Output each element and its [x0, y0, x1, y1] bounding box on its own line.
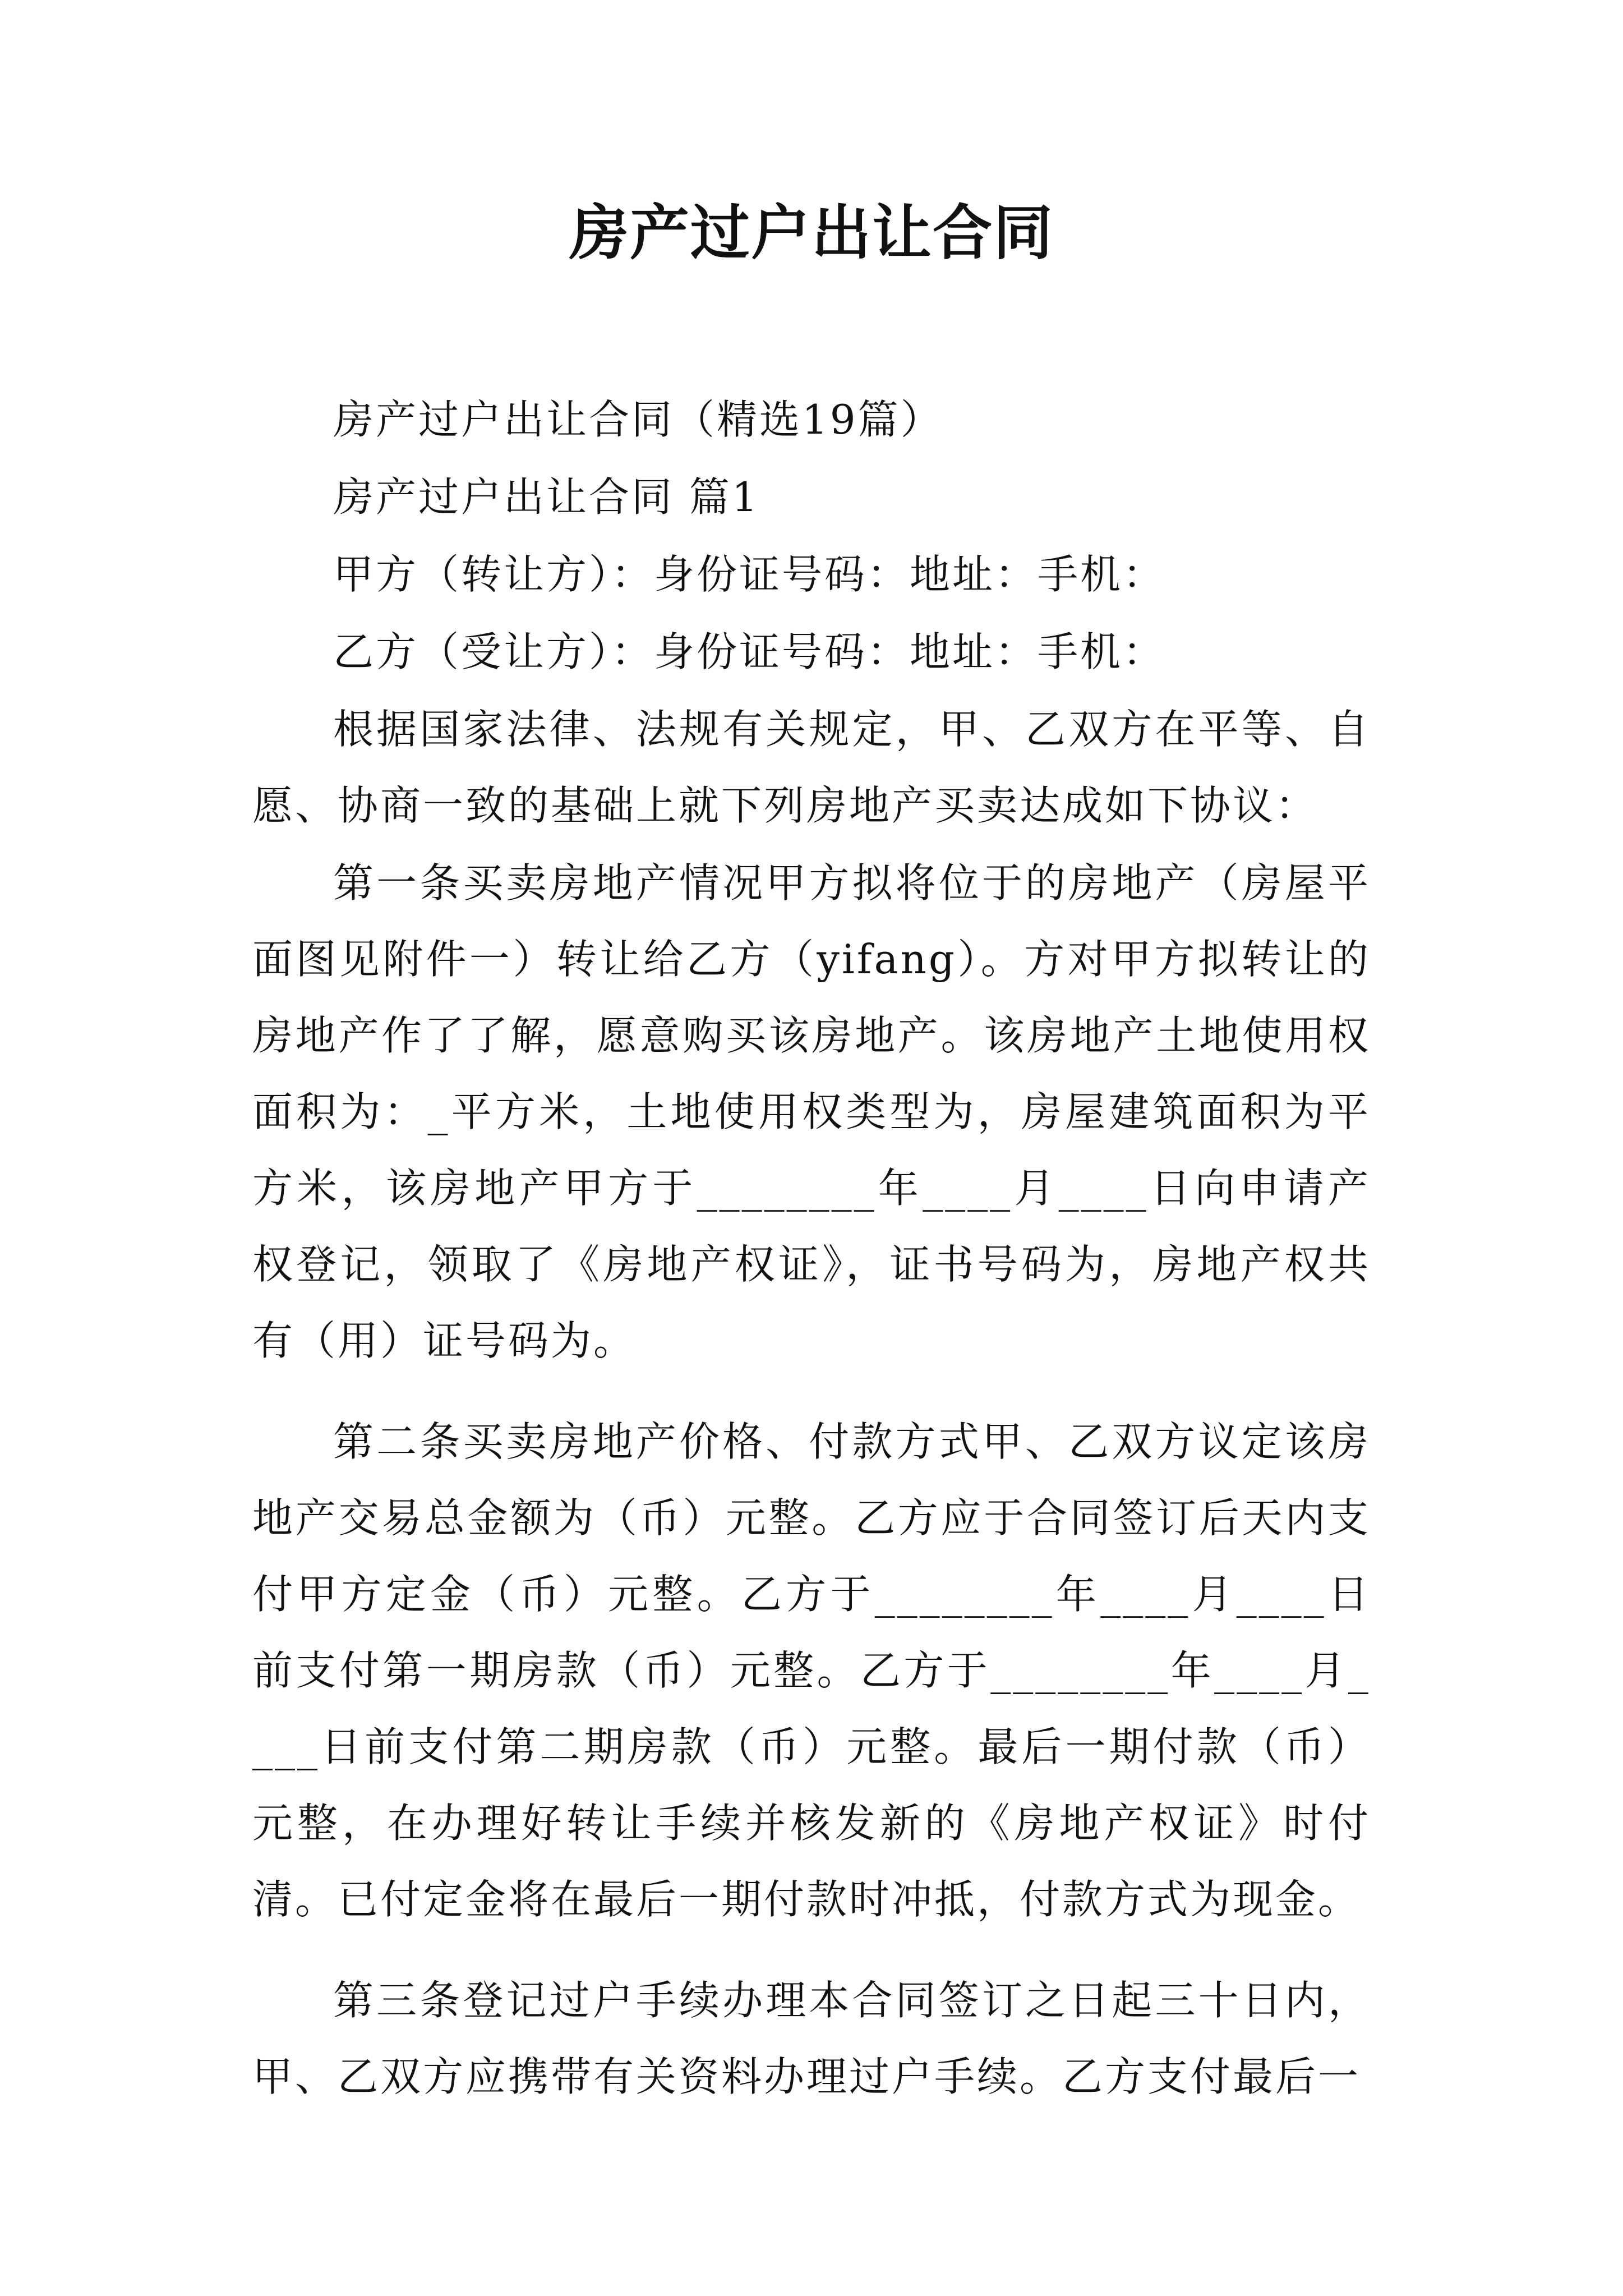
document-title: 房产过户出让合同	[569, 197, 1054, 268]
party-b-line: 乙方（受让方）：身份证号码：地址：手机：	[333, 628, 1166, 675]
article-2-paragraph: 第二条买卖房地产价格、付款方式甲、乙双方议定该房地产交易总金额为（币）元整。乙方应于合同签订后天内支付甲方定金（币）元整。乙方于________年____月____日前支付第一期房款（币）元整。乙方于________年____月____日前支付第二期房款（币）元整。最后一期付款（币）元整，在办理好转让手续并核发新的《房地产权证》时付清。已付定金将在最后一期付款时冲抵，付款方式为现金。	[252, 1418, 1371, 1923]
document-subtitle: 房产过户出让合同（精选19篇）	[333, 396, 943, 443]
document-body	[252, 381, 1371, 2115]
preamble-paragraph: 根据国家法律、法规有关规定，甲、乙双方在平等、自愿、协商一致的基础上就下列房地产买卖达成如下协议：	[252, 706, 1371, 829]
section-heading: 房产过户出让合同 篇1	[333, 473, 760, 521]
article-3-paragraph: 第三条登记过户手续办理本合同签订之日起三十日内，甲、乙双方应携带有关资料办理过户手续。乙方支付最后一	[252, 1977, 1371, 2100]
article-1-paragraph: 第一条买卖房地产情况甲方拟将位于的房地产（房屋平面图见附件一）转让给乙方（yifang）。方对甲方拟转让的房地产作了了解，愿意购买该房地产。该房地产土地使用权面积为：_平方米，土地使用权类型为，房屋建筑面积为平方米，该房地产甲方于________年____月____日向申请产权登记，领取了《房地产权证》，证书号码为，房地产权共有（用）证号码为。	[252, 859, 1371, 1364]
party-a-line: 甲方（转让方）：身份证号码：地址：手机：	[333, 551, 1166, 598]
